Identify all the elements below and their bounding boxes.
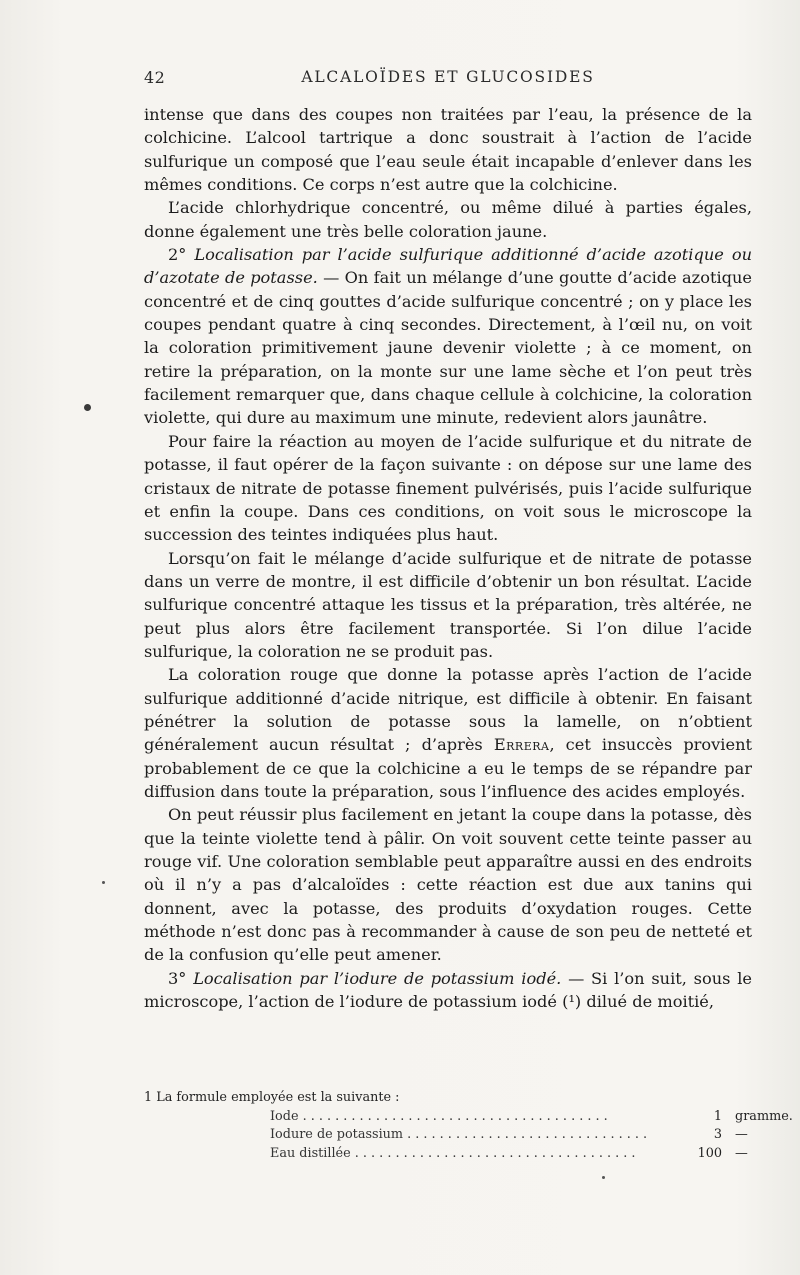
paragraph-5: Lorsqu’on fait le mélange d’acide sulfurique et de nitrate de potasse dans un verre de montre, il est difficile d’obtenir un bon résultat. L’acide sulfurique concentré attaque les tissus et la préparation, très altérée, ne peut plus alors être facilement transportée. Si l’on dilue l’acide sulfurique, la coloration ne se produit pas. [144,548,752,661]
body-text [144,103,752,1013]
paragraph-3-text: — On fait un mélange d’une goutte d’acide azotique concentré et de cinq gouttes d’acide sulfurique concentré ; on y place les coupes pendant quatre à cinq secondes. Directement, à l’œil nu, on voit la coloration primitivement jaune devenir violette ; à ce moment, on retire la préparation, on la monte sur une lame sèche et l’on peut très facilement remarquer que, dans chaque cellule à colchicine, la coloration violette, qui dure au maximum une minute, redevient alors jaunâtre. [144,268,752,428]
paragraph-6-text-b: , cet insuccès provient probablement de ce que la colchicine a eu le temps de se répandre par diffusion dans toute la préparation, sous l’influence des acides employés. [144,735,752,801]
page-number: 42 [144,68,166,87]
paragraph-7: On peut réussir plus facilement en jetant la coupe dans la potasse, dès que la teinte violette tend à pâlir. On voit souvent cette teinte passer au rouge vif. Une coloration semblable peut apparaître aussi en des endroits où il n’y a pas d’alcaloïdes : cette réaction est due aux tanins qui donnent, avec la potasse, des produits d’oxydation rouges. Cette méthode n’est donc pas à recommander à cause de son peu de netteté et de la confusion qu’elle peut amener. [144,805,752,965]
section-heading-2: Localisation par l’acide sulfurique additionné d’acide azotique ou d’azotate de potasse. [144,245,752,288]
leader-dots: Eau distillée . . . . . . . . . . . . . . . . . . . . . . . . . . . . . . . . . . . [270,1145,636,1161]
formula-row [270,1126,748,1145]
ink-blot-mark [84,404,91,411]
formula-ingredient: Eau distillée [270,1145,351,1161]
formula-unit: — [735,1145,748,1161]
section-number-3: 3° [168,968,187,988]
author-name: Errera [493,735,550,755]
formula-row [270,1108,793,1127]
paragraph-8-text: — Si l’on suit, sous le microscope, l’action de l’iodure de potassium iodé (¹) dilué de moitié, [144,968,752,1012]
leader-dots: Iodure de potassium . . . . . . . . . . . . . . . . . . . . . . . . . . . . . . [270,1127,648,1143]
ink-speck-mark [102,881,105,884]
ink-speck-mark [602,1176,605,1179]
page-header [144,68,752,90]
formula-unit: gramme. [735,1108,793,1124]
formula-ingredient: Iode [270,1108,299,1124]
formula-quantity: 100 [697,1145,722,1161]
paragraph-8 [144,967,752,1014]
paragraph-6-text-a: La coloration rouge que donne la potasse après l’action de l’acide sulfurique additionné d’acide nitrique, est difficile à obtenir. En faisant pénétrer la solution de potasse sous la lamelle, on n’obtient généralement aucun résultat ; d’après [144,665,752,755]
paragraph-1: intense que dans des coupes non traitées par l’eau, la présence de la colchicine. L’alcool tartrique a donc soustrait à l’action de l’acide sulfurique un composé que l’eau seule était incapable d’enlever dans les mêmes conditions. Ce corps n’est autre que la colchicine. [144,105,752,195]
paragraph-4: Pour faire la réaction au moyen de l’acide sulfurique et du nitrate de potasse, il faut opérer de la façon suivante : on dépose sur une lame des cristaux de nitrate de potasse finement pulvérisés, puis l’acide sulfurique et enfin la coupe. Dans ces conditions, on voit sous le microscope la succession des teintes indiquées plus haut. [144,431,752,545]
leader-dots: Iode . . . . . . . . . . . . . . . . . . . . . . . . . . . . . . . . . . . . . . [270,1108,608,1124]
paragraph-2: L’acide chlorhydrique concentré, ou même dilué à parties égales, donne également une très belle coloration jaune. [144,198,752,241]
formula-row [270,1145,748,1164]
paragraph-3 [144,243,752,430]
paragraph-6 [144,663,752,803]
formula-unit: — [735,1127,748,1143]
footnotes [144,1089,793,1163]
formula-quantity: 3 [713,1127,722,1143]
section-heading-3: Localisation par l’iodure de potassium iodé. [193,968,562,988]
formula-quantity: 1 [713,1108,722,1124]
running-head: ALCALOÏDES ET GLUCOSIDES [301,68,595,86]
section-number-2: 2° [168,245,187,265]
formula-ingredient: Iodure de potassium [270,1127,404,1143]
footnote-intro: 1 La formule employée est la suivante : [144,1090,400,1105]
